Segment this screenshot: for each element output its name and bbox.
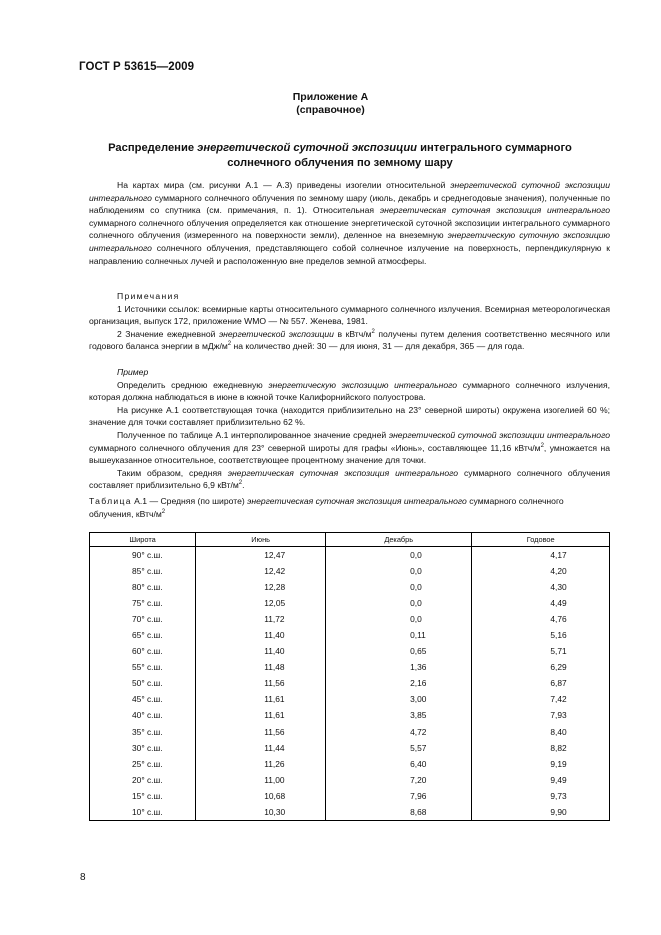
cell-december: 0,65 [326,643,472,659]
table-row [90,627,610,643]
cell-december: 4,72 [326,724,472,740]
cell-december: 6,40 [326,756,472,772]
cell-annual: 9,90 [472,804,610,821]
cell-annual: 7,93 [472,707,610,723]
table-row [90,611,610,627]
cell-june: 10,68 [196,788,326,804]
cell-december: 0,11 [326,627,472,643]
cell-annual: 9,19 [472,756,610,772]
example-block [89,366,610,492]
cell-june: 12,05 [196,595,326,611]
cell-annual: 6,29 [472,659,610,675]
cell-june: 12,28 [196,579,326,595]
cell-latitude: 55° с.ш. [90,659,196,675]
cell-june: 11,00 [196,772,326,788]
table-row [90,563,610,579]
cell-june: 11,48 [196,659,326,675]
cell-annual: 7,42 [472,691,610,707]
cell-june: 12,42 [196,563,326,579]
cell-latitude: 60° с.ш. [90,643,196,659]
table-row [90,659,610,675]
intro-paragraph: На картах мира (см. рисунки А.1 — А.3) приведены изогелии относительной энергетической суточной экспозиции интегрального суммарного солнечного облучения по земному шару (июль, декабрь и среднегодовые значения), полученные по наблюдениям со спутника (см. примечания, п. 1). Относительная энергетическая суточная экспозиция интегрального суммарного солнечного облучения определяется как отношение энергетической суточной экспозиции интегрального суммарного солнечного облучения (измеренного на поверхности земли), деленное на внеземную энергетическую суточную экспозицию интегрального солнечного облучения, представляющего собой солнечное излучение на поверхность, перпендикулярную к направлению солнечных лучей и расположенную вне пределов земной атмосферы. [89,180,610,266]
cell-latitude: 25° с.ш. [90,756,196,772]
cell-december: 0,0 [326,579,472,595]
data-table-container [89,532,610,821]
cell-annual: 6,87 [472,675,610,691]
cell-latitude: 40° с.ш. [90,707,196,723]
table-body [90,547,610,821]
example-paragraph-3: Полученное по таблице А.1 интерполированное значение средней энергетической суточной экспозиции интегрального суммарного солнечного облучения для 23° северной широты для графы «Июнь», составляющее 11,16 кВтч/$м^2$, умножается на вышеуказанное относительное, соответствующее процентному значение для точки. [89,429,610,466]
table-header-row [90,533,610,547]
cell-latitude: 50° с.ш. [90,675,196,691]
notes-heading: Примечания [117,291,180,301]
cell-june: 11,26 [196,756,326,772]
table-row [90,595,610,611]
table-row [90,756,610,772]
cell-june: 12,47 [196,547,326,564]
cell-december: 7,96 [326,788,472,804]
cell-latitude: 90° с.ш. [90,547,196,564]
cell-annual: 8,82 [472,740,610,756]
table-row [90,691,610,707]
appendix-type: (справочное) [296,104,365,116]
example-paragraph-4: Таким образом, средняя энергетическая суточная экспозиция интегрального суммарного солнечного облучения составляет приблизительно 6,9 кВт/$м^2$. [89,467,610,491]
cell-june: 11,61 [196,707,326,723]
cell-latitude: 75° с.ш. [90,595,196,611]
cell-latitude: 80° с.ш. [90,579,196,595]
cell-december: 5,57 [326,740,472,756]
cell-december: 0,0 [326,563,472,579]
table-row [90,740,610,756]
appendix-label: Приложение А [292,91,369,103]
cell-annual: 4,30 [472,579,610,595]
cell-latitude: 65° с.ш. [90,627,196,643]
cell-december: 0,0 [326,611,472,627]
table-row [90,643,610,659]
cell-latitude: 30° с.ш. [90,740,196,756]
cell-latitude: 15° с.ш. [90,788,196,804]
data-table [89,532,610,821]
example-paragraph-1: Определить среднюю ежедневную энергетическую экспозицию интегрального суммарного солнечного излучения, которая должна наблюдаться в июне в южной точке Калифорнийского полуострова. [89,379,610,403]
cell-june: 11,61 [196,691,326,707]
cell-latitude: 10° с.ш. [90,804,196,821]
table-caption: Таблица А.1 — Средняя (по широте) энергетическая суточная экспозиция интегрального суммарного солнечного облучения, кВтч/$м^2$ [89,496,564,519]
cell-june: 11,56 [196,724,326,740]
cell-latitude: 20° с.ш. [90,772,196,788]
cell-june: 10,30 [196,804,326,821]
cell-june: 11,56 [196,675,326,691]
cell-latitude: 85° с.ш. [90,563,196,579]
note-1: 1 Источники ссылок: всемирные карты относительного суммарного солнечного излучения. Всемирная метеорологическая организация, выпуск 172, приложение WMO — № 557. Женева, 1981. [89,303,610,327]
page-number: 8 [80,872,86,883]
cell-december: 8,68 [326,804,472,821]
cell-annual: 9,73 [472,788,610,804]
cell-annual: 4,17 [472,547,610,564]
notes-block [89,290,610,353]
cell-december: 0,0 [326,595,472,611]
cell-december: 7,20 [326,772,472,788]
example-paragraph-2: На рисунке А.1 соответствующая точка (находится приблизительно на 23° северной широты) окружена изогелией 60 %; значение для точки составляет приблизительно 62 %. [89,404,610,428]
cell-latitude: 35° с.ш. [90,724,196,740]
table-row [90,707,610,723]
table-row [90,547,610,564]
header-june: Июнь [196,533,326,547]
table-row [90,804,610,821]
cell-annual: 9,49 [472,772,610,788]
standard-header: ГОСТ Р 53615—2009 [79,61,195,73]
cell-annual: 5,16 [472,627,610,643]
cell-annual: 4,20 [472,563,610,579]
table-row [90,788,610,804]
cell-latitude: 45° с.ш. [90,691,196,707]
cell-june: 11,40 [196,643,326,659]
section-title: Распределение энергетической суточной экспозиции интегрального суммарного солнечного облучения по земному шару [108,142,572,169]
cell-annual: 4,49 [472,595,610,611]
example-heading: Пример [117,367,149,377]
table-row [90,772,610,788]
cell-december: 1,36 [326,659,472,675]
header-annual: Годовое [472,533,610,547]
cell-june: 11,44 [196,740,326,756]
table-row [90,675,610,691]
cell-june: 11,72 [196,611,326,627]
cell-december: 3,85 [326,707,472,723]
table-row [90,724,610,740]
table-row [90,579,610,595]
cell-december: 0,0 [326,547,472,564]
header-latitude: Широта [90,533,196,547]
cell-annual: 5,71 [472,643,610,659]
cell-december: 3,00 [326,691,472,707]
cell-december: 2,16 [326,675,472,691]
cell-latitude: 70° с.ш. [90,611,196,627]
cell-annual: 8,40 [472,724,610,740]
cell-annual: 4,76 [472,611,610,627]
header-december: Декабрь [326,533,472,547]
note-2: 2 Значение ежедневной энергетической экспозиции в кВтч/$м^2$ получены путем деления соответственно месячного или годового баланса энергии в мДж/$м^2$ на количество дней: 30 — для июня, 31 — для декабря, 365 — для года. [89,328,610,352]
cell-june: 11,40 [196,627,326,643]
